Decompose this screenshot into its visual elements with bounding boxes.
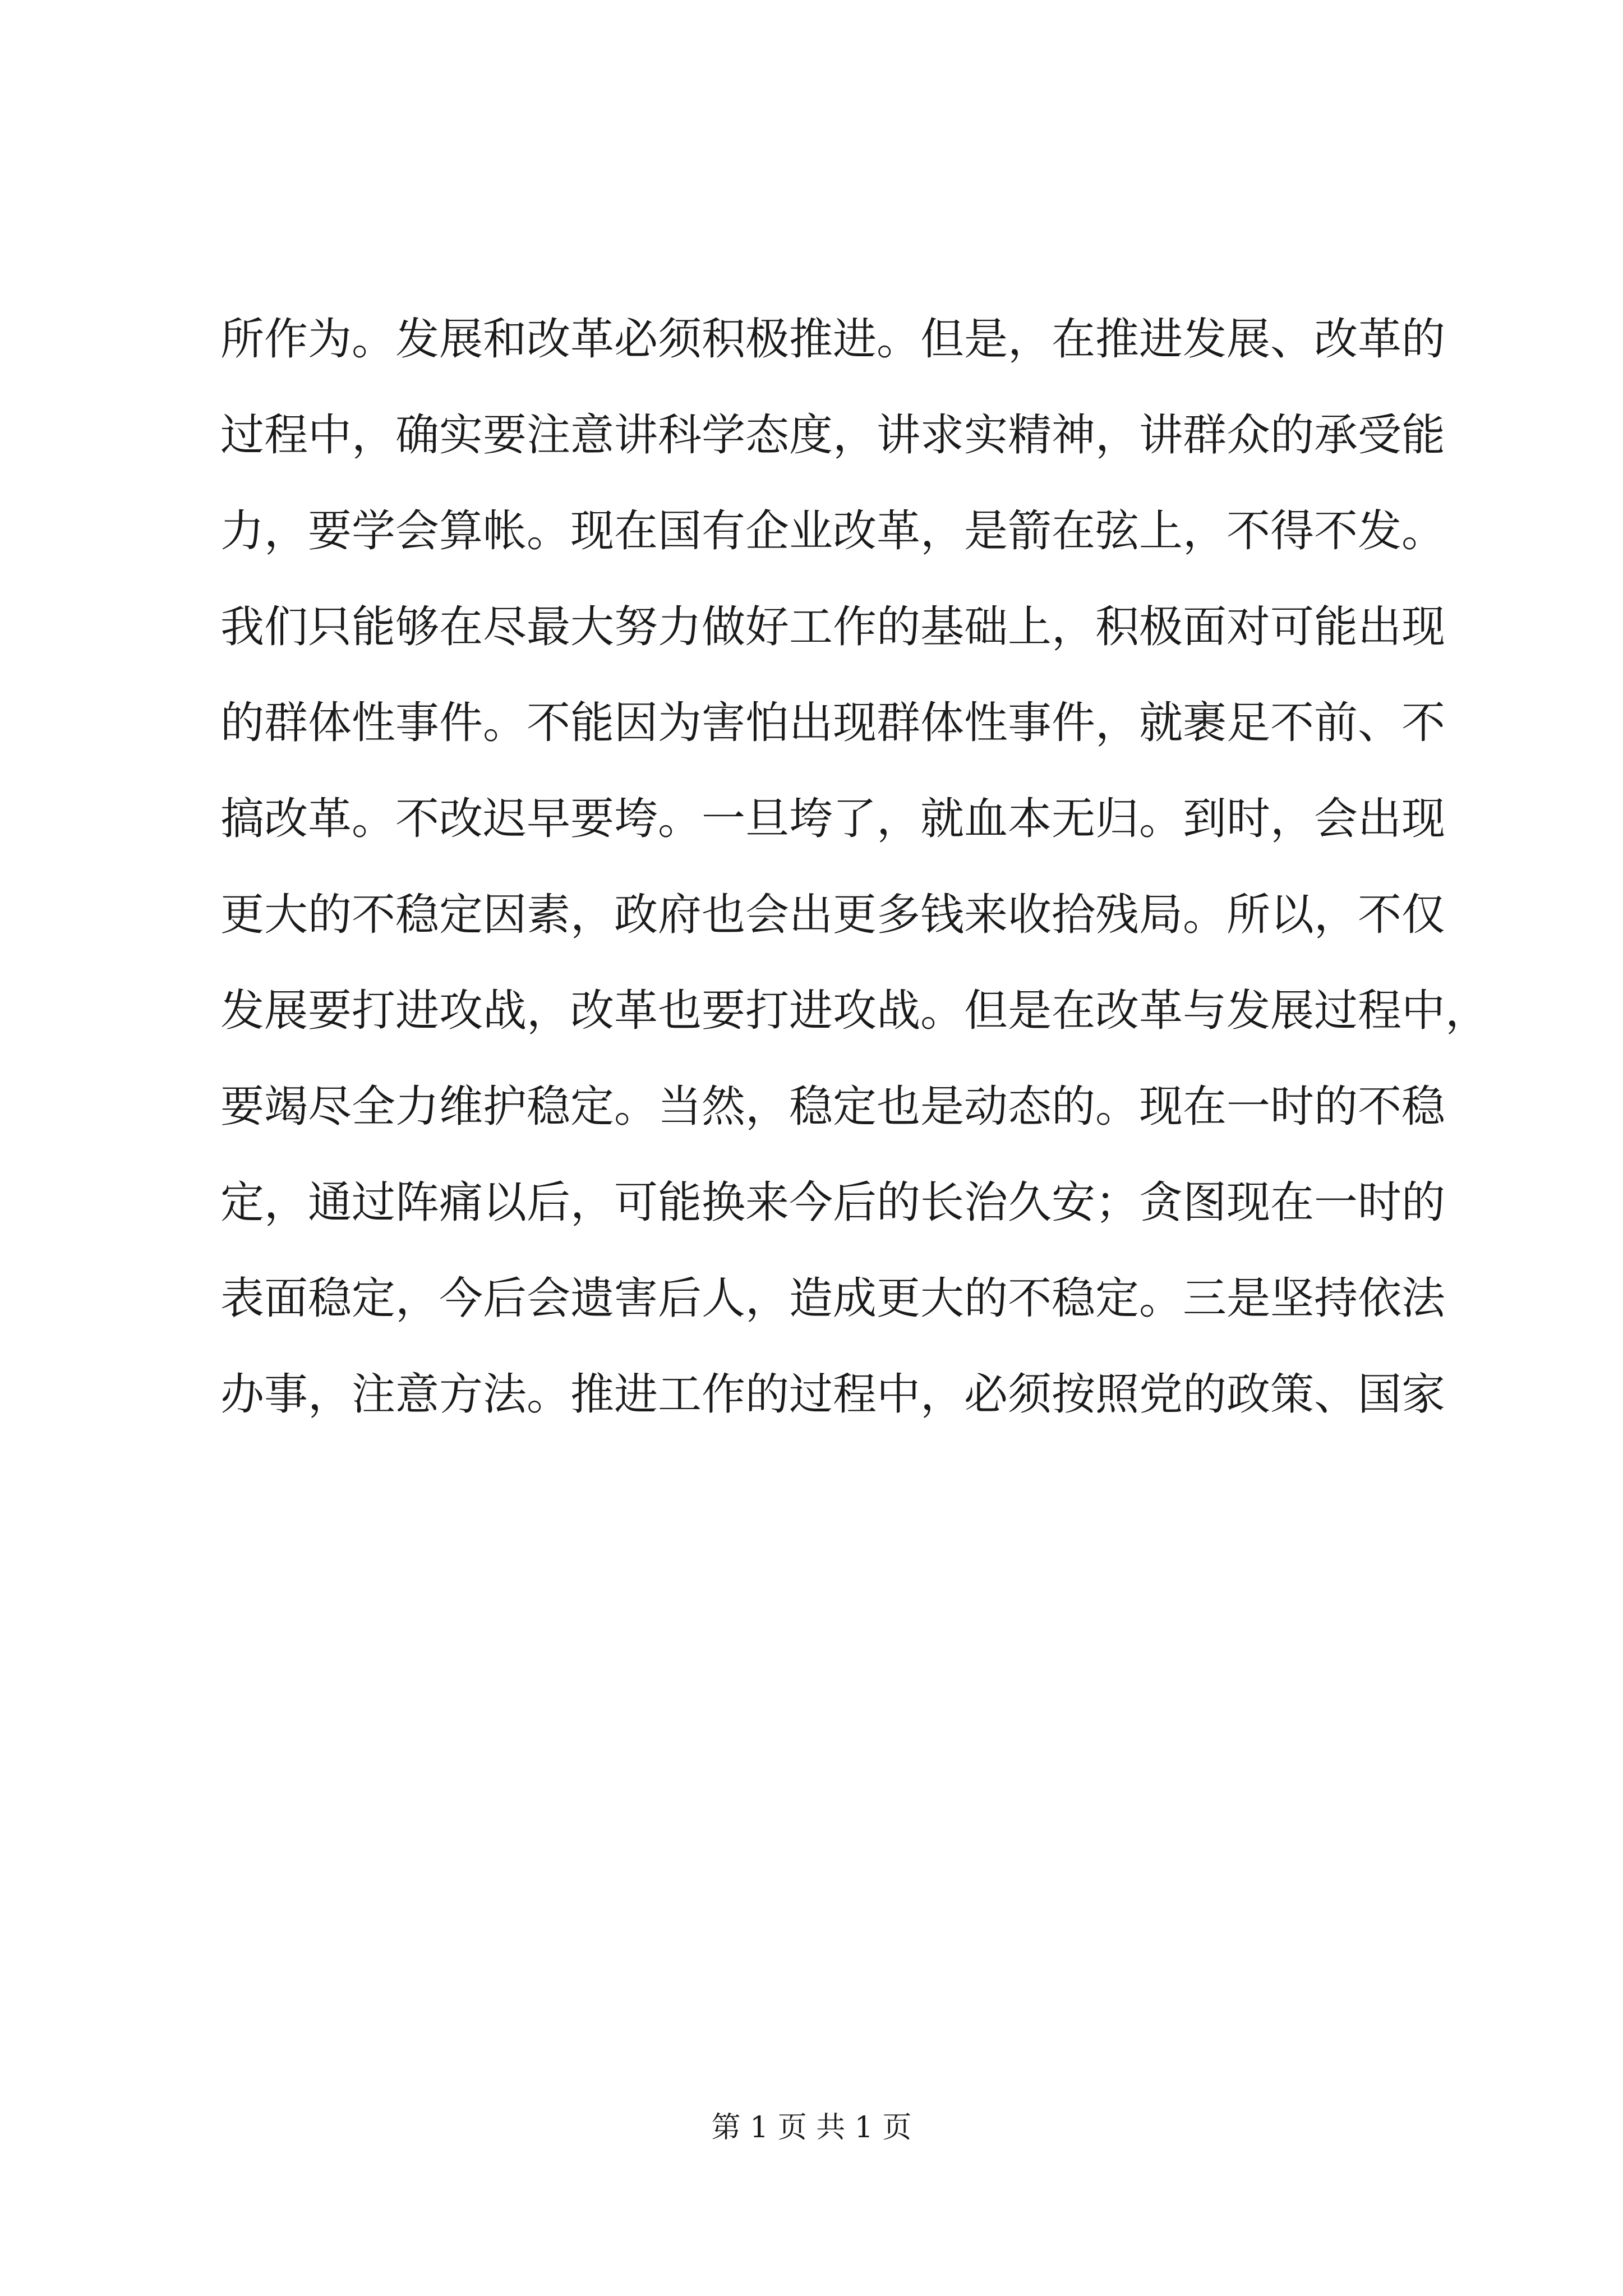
- text-line-11: 表面稳定，今后会遗害后人，造成更大的不稳定。三是坚持依法: [220, 1273, 1446, 1324]
- text-line-6: 搞改革。不改迟早要垮。一旦垮了，就血本无归。到时，会出现: [220, 794, 1446, 844]
- text-line-8: 发展要打进攻战，改革也要打进攻战。但是在改革与发展过程中，: [220, 986, 1490, 1036]
- page-footer: [0, 2108, 1623, 2147]
- text-line-1: 所作为。发展和改革必须积极推进。但是，在推进发展、改革的: [220, 314, 1446, 365]
- body-text: [220, 292, 1490, 1443]
- text-line-12: 办事，注意方法。推进工作的过程中，必须按照党的政策、国家: [220, 1369, 1446, 1420]
- page-number-label: 第 1 页 共 1 页: [711, 2111, 912, 2145]
- text-line-2: 过程中，确实要注意讲科学态度，讲求实精神，讲群众的承受能: [220, 410, 1446, 461]
- text-line-5: 的群体性事件。不能因为害怕出现群体性事件，就裹足不前、不: [220, 698, 1446, 748]
- text-line-3: 力，要学会算帐。现在国有企业改革，是箭在弦上，不得不发。: [220, 506, 1446, 556]
- text-line-7: 更大的不稳定因素，政府也会出更多钱来收拾残局。所以，不仅: [220, 890, 1446, 940]
- text-line-10: 定，通过阵痛以后，可能换来今后的长治久安；贪图现在一时的: [220, 1177, 1446, 1228]
- text-line-4: 我们只能够在尽最大努力做好工作的基础上，积极面对可能出现: [220, 602, 1446, 652]
- text-line-9: 要竭尽全力维护稳定。当然，稳定也是动态的。现在一时的不稳: [220, 1082, 1446, 1132]
